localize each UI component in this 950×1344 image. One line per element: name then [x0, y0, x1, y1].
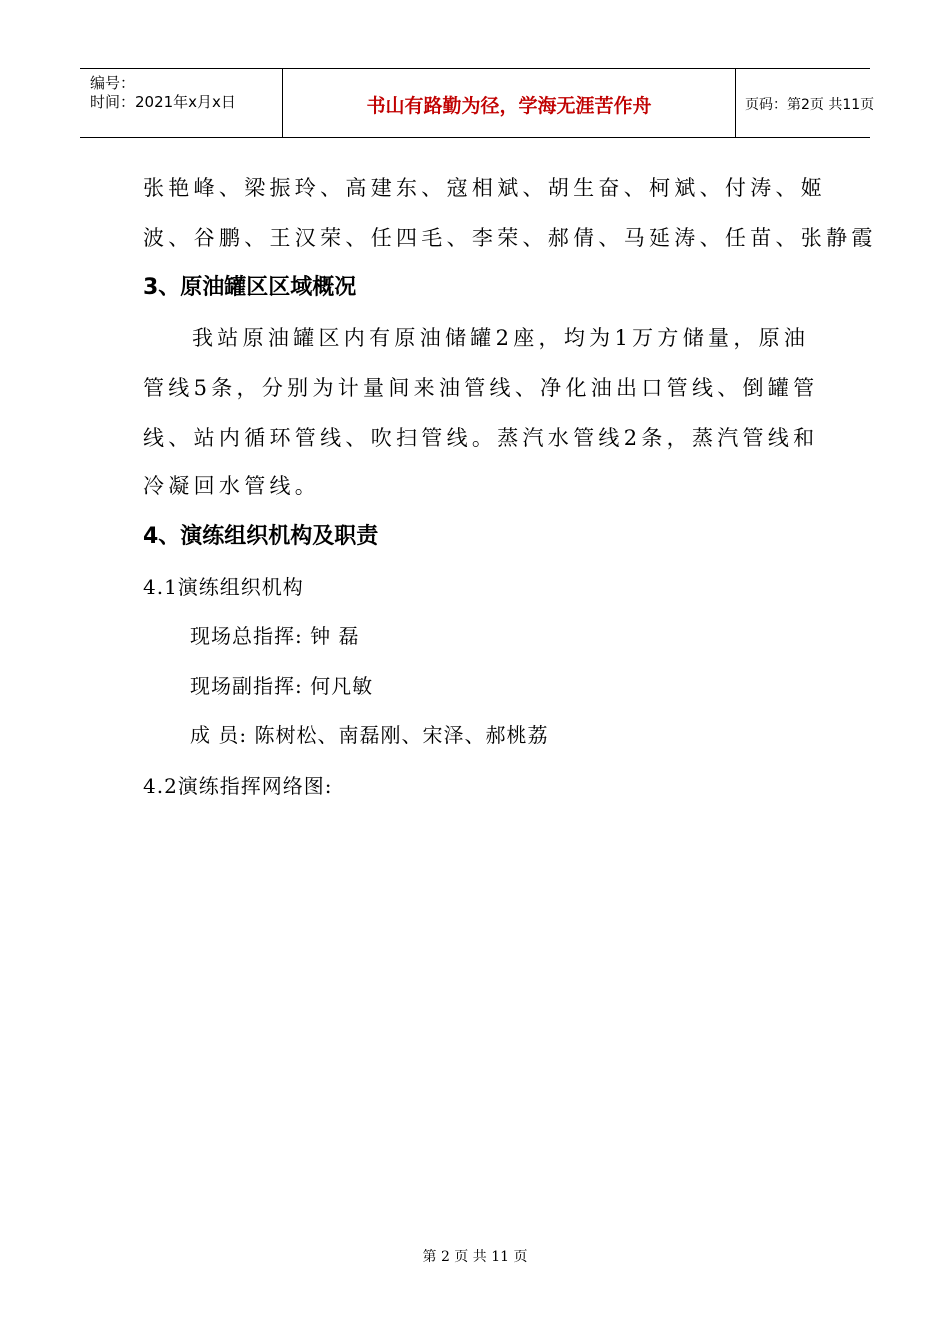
subsection-4-1-heading: 4.1演练组织机构 — [143, 575, 304, 599]
header-meta-cell — [80, 69, 282, 137]
header-page-number: 页码：第2页 共11页 — [745, 97, 875, 113]
document-number-label: 编号： — [90, 74, 136, 92]
section-4-heading: 4、演练组织机构及职责 — [143, 524, 379, 549]
subsection-4-2-heading: 4.2演练指挥网络图: — [143, 774, 333, 798]
document-date-label: 时间：2021年x月x日 — [90, 93, 236, 111]
header-motto: 书山有路勤为径，学海无涯苦作舟 — [366, 95, 652, 117]
members-line: 成 员: 陈树松、南磊刚、宋泽、郝桃荔 — [190, 723, 549, 747]
section-3-heading: 3、原油罐区区域概况 — [143, 275, 357, 300]
header-motto-cell — [282, 69, 736, 137]
deputy-commander-line: 现场副指挥: 何凡敏 — [190, 674, 374, 698]
page-header — [80, 68, 875, 138]
page-footer: 第 2 页 共 11 页 — [422, 1249, 528, 1265]
paragraph-line-1: 我站原油罐区内有原油储罐2座，均为1万方储量，原油 — [192, 326, 810, 350]
paragraph-line-3: 线、站内循环管线、吹扫管线。蒸汽水管线2条，蒸汽管线和 — [143, 426, 819, 450]
participant-names-line-2: 波、谷鹏、王汉荣、任四毛、李荣、郝倩、马延涛、任苗、张静霞 — [143, 226, 877, 250]
participant-names-line-1: 张艳峰、梁振玲、高建东、寇相斌、胡生奋、柯斌、付涛、姬 — [143, 176, 827, 200]
header-page-cell — [735, 69, 875, 137]
paragraph-line-2: 管线5条，分别为计量间来油管线、净化油出口管线、倒罐管 — [143, 376, 819, 400]
chief-commander-line: 现场总指挥: 钟 磊 — [190, 624, 360, 648]
paragraph-line-4: 冷凝回水管线。 — [143, 474, 321, 498]
